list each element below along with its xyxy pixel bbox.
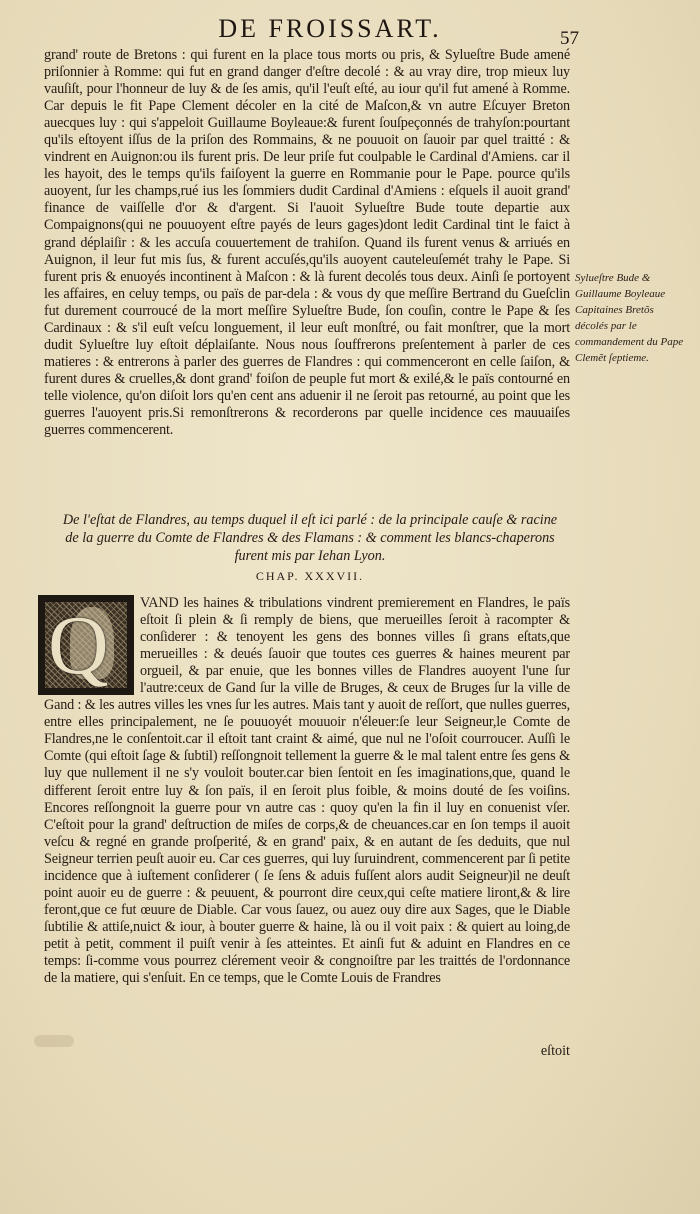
drop-cap-letter: Q: [48, 599, 109, 692]
page-number: 57: [560, 28, 579, 49]
running-title: DE FROISSART.: [218, 14, 442, 43]
chapter-number: CHAP. XXXVII.: [255, 569, 365, 583]
text-block-second: [44, 595, 570, 987]
chapter-heading: De l'eſtat de Flandres, au temps duquel il eſt ici parlé : de la principale cauſe & racine de la guerre du Comte de Flandres & des Flamans : & comment les blancs-chaperons furent mis par Iehan Lyon.: [62, 512, 558, 564]
page-stain: [34, 1035, 74, 1047]
text-block-first: [44, 47, 570, 439]
catchword: eſtoit: [540, 1043, 570, 1059]
margin-note: Sylueſtre Bude & Guillaume Boyleaue Capitaines Bretõs décolés par le commandement du Pape Clemẽt ſeptieme.: [575, 272, 684, 364]
drop-cap-illustration: [38, 595, 134, 695]
paragraph-second: VAND les haines & tribulations vindrent premierement en Flandres, le païs eſtoit ſi plein & ſi remply de biens, que merueilles ſeroit à racompter & conſiderer : & tenoyent les gens des bonnes villes ſi grans eſtats,que merueilles : & deués ſauoir que toutes ces guerres & haines meurent par orgueil, & par enuie, que les bonnes villes de Flandres auoyent l'une ſur l'autre:ceux de Gand ſur la ville de Bruges, & ceux de Bruges ſur la ville de Gand : & les autres villes les vnes ſur les autres. Mais tant y auoit de reſſort, que nulles guerres, entre elles principalement, ne ſe pouuoyét mouuoir n'éleuer:ſe leur Seigneur,le Comte de Flandres,ne le conſentoit.car il eſtoit tant craint & aimé, que nul ne l'oſoit courroucer. Auſſi le Comte (qui eſtoit ſage & ſubtil) reſſongnoit tellement la guerre & le mal talent entre ſes gens & luy que nullement il ne s'y vouloit bouter.car bien ſentoit en ſes imaginations,que, quand le different ſeroit entre luy & ſon païs, il en ſeroit plus foible, & moins douté de ſes voiſins. Encores reſſongnoit la guerre pour vn autre cas : quoy qu'en la fin il luy en conuenist vſer. C'eſtoit pour la grand' deſtruction de miſes de corps,& de cheuances.car en ſon temps il auoit veſcu & regné en grande proſperité, & en grand' paix, & en autant de ſes deduits, que nul Seigneur terrien peuſt auoir eu. Car ces guerres, qui luy ſuruindrent, commencerent par ſi petite incidence que à iuſtement conſiderer ( ſe ſens & aduis fuſſent alors audit Seigneur)il ne deuſt point auoir eu de guerre : & peuuent, & pourront dire ceux,qui ceſte matiere liront,& & lire feront,que ce fut œuure de Diable. Car vous ſauez, ou auez ouy dire aux Sages, que le Diable ſubtilie & attiſe,nuict & iour, à bouter guerre & haine, là ou il voit paix : & quiert au loing,de petit à petit, comment il puiſt venir à ſes atteintes. Et ainſi fut & aduint en Flandres en ce temps: ſi-comme vous pourrez clérement veoir & congnoiſtre par les traittés de l'ordonnance de la matiere, qui s'enſuit. En ce temps, que le Comte Louis de Frandres: [44, 595, 570, 987]
paragraph-first: grand' route de Bretons : qui furent en la place tous morts ou pris, & Sylueſtre Bude amené priſonnier à Romme: qui fut en grand danger d'eſtre decolé : & au vray dire, trop mieux luy vauſiſt, pour l'honneur de luy & de ſes amis, qu'il l'euſt eſté, au iour qu'il fut amené à Romme. Car depuis le fit Pape Clement décoler en la cité de Maſcon,& vn autre Eſcuyer Breton auecques luy : qui s'appeloit Guillaume Boyleaue:& furent ſouſpeçonnés de trahyſon:pourtant qu'ils eſtoyent iſſus de la priſon des Rommains, & ne pouuoit on ſauoir par quel traitté : & vindrent en Auignon:ou ils furent pris. De leur priſe fut coulpable le Cardinal d'Amiens. car il les hayoit, des le temps qu'ils faiſoyent la guerre en Rommanie pour le Pape. pource qu'ils auoyent, ſur les champs,rué ius les ſommiers dudit Cardinal d'Amiens : eſquels il auoit grand' finance de vaiſſelle d'or & d'argent. Si l'auoit Sylueſtre Bude toute departie aux Compaignons(qui ne pouuoyent eſtre payés de leurs gages)dont ledit Cardinal tint le faict à grand déplaiſir : & les accuſa couuertement de trahiſon. Quand ils furent venus & arriués en Auignon, il leur fut mis ſus, & furent accuſés,qu'ils auoyent cauteleuſemét trahy le Pape. Si furent pris & enuoyés incontinent à Maſcon : & là furent decolés tous deux. Ainſi ſe portoyent les affaires, en celuy temps, ou païs de par-dela : & vous dy que meſſire Bertrand du Gueſclin fut durement courroucé de la mort meſſire Sylueſtre Bude, ſon couſin, contre le Pape & ſes Cardinaux : & s'il euſt veſcu longuement, il leur euſt monſtré, ou fait monſtrer, que la mort dudit Sylueſtre luy eſtoit déplaiſante. Nous nous ſouffrerons preſentement à parler de ces matieres : & entrerons à parler des guerres de Flandres : qui commenceront en celle ſaiſon, & furent dures & cruelles,& dont grand' foiſon de peuple fut mort & exilé,& le païs contourné en telle violence, qu'on diſoit lors qu'en cent ans aduenir il ne ſeroit pas retourné, au point que les guerres l'auoyent pris.Si remonſtrerons & recorderons par quelle incidence ces mauuaiſes guerres commencerent.: [44, 47, 570, 439]
